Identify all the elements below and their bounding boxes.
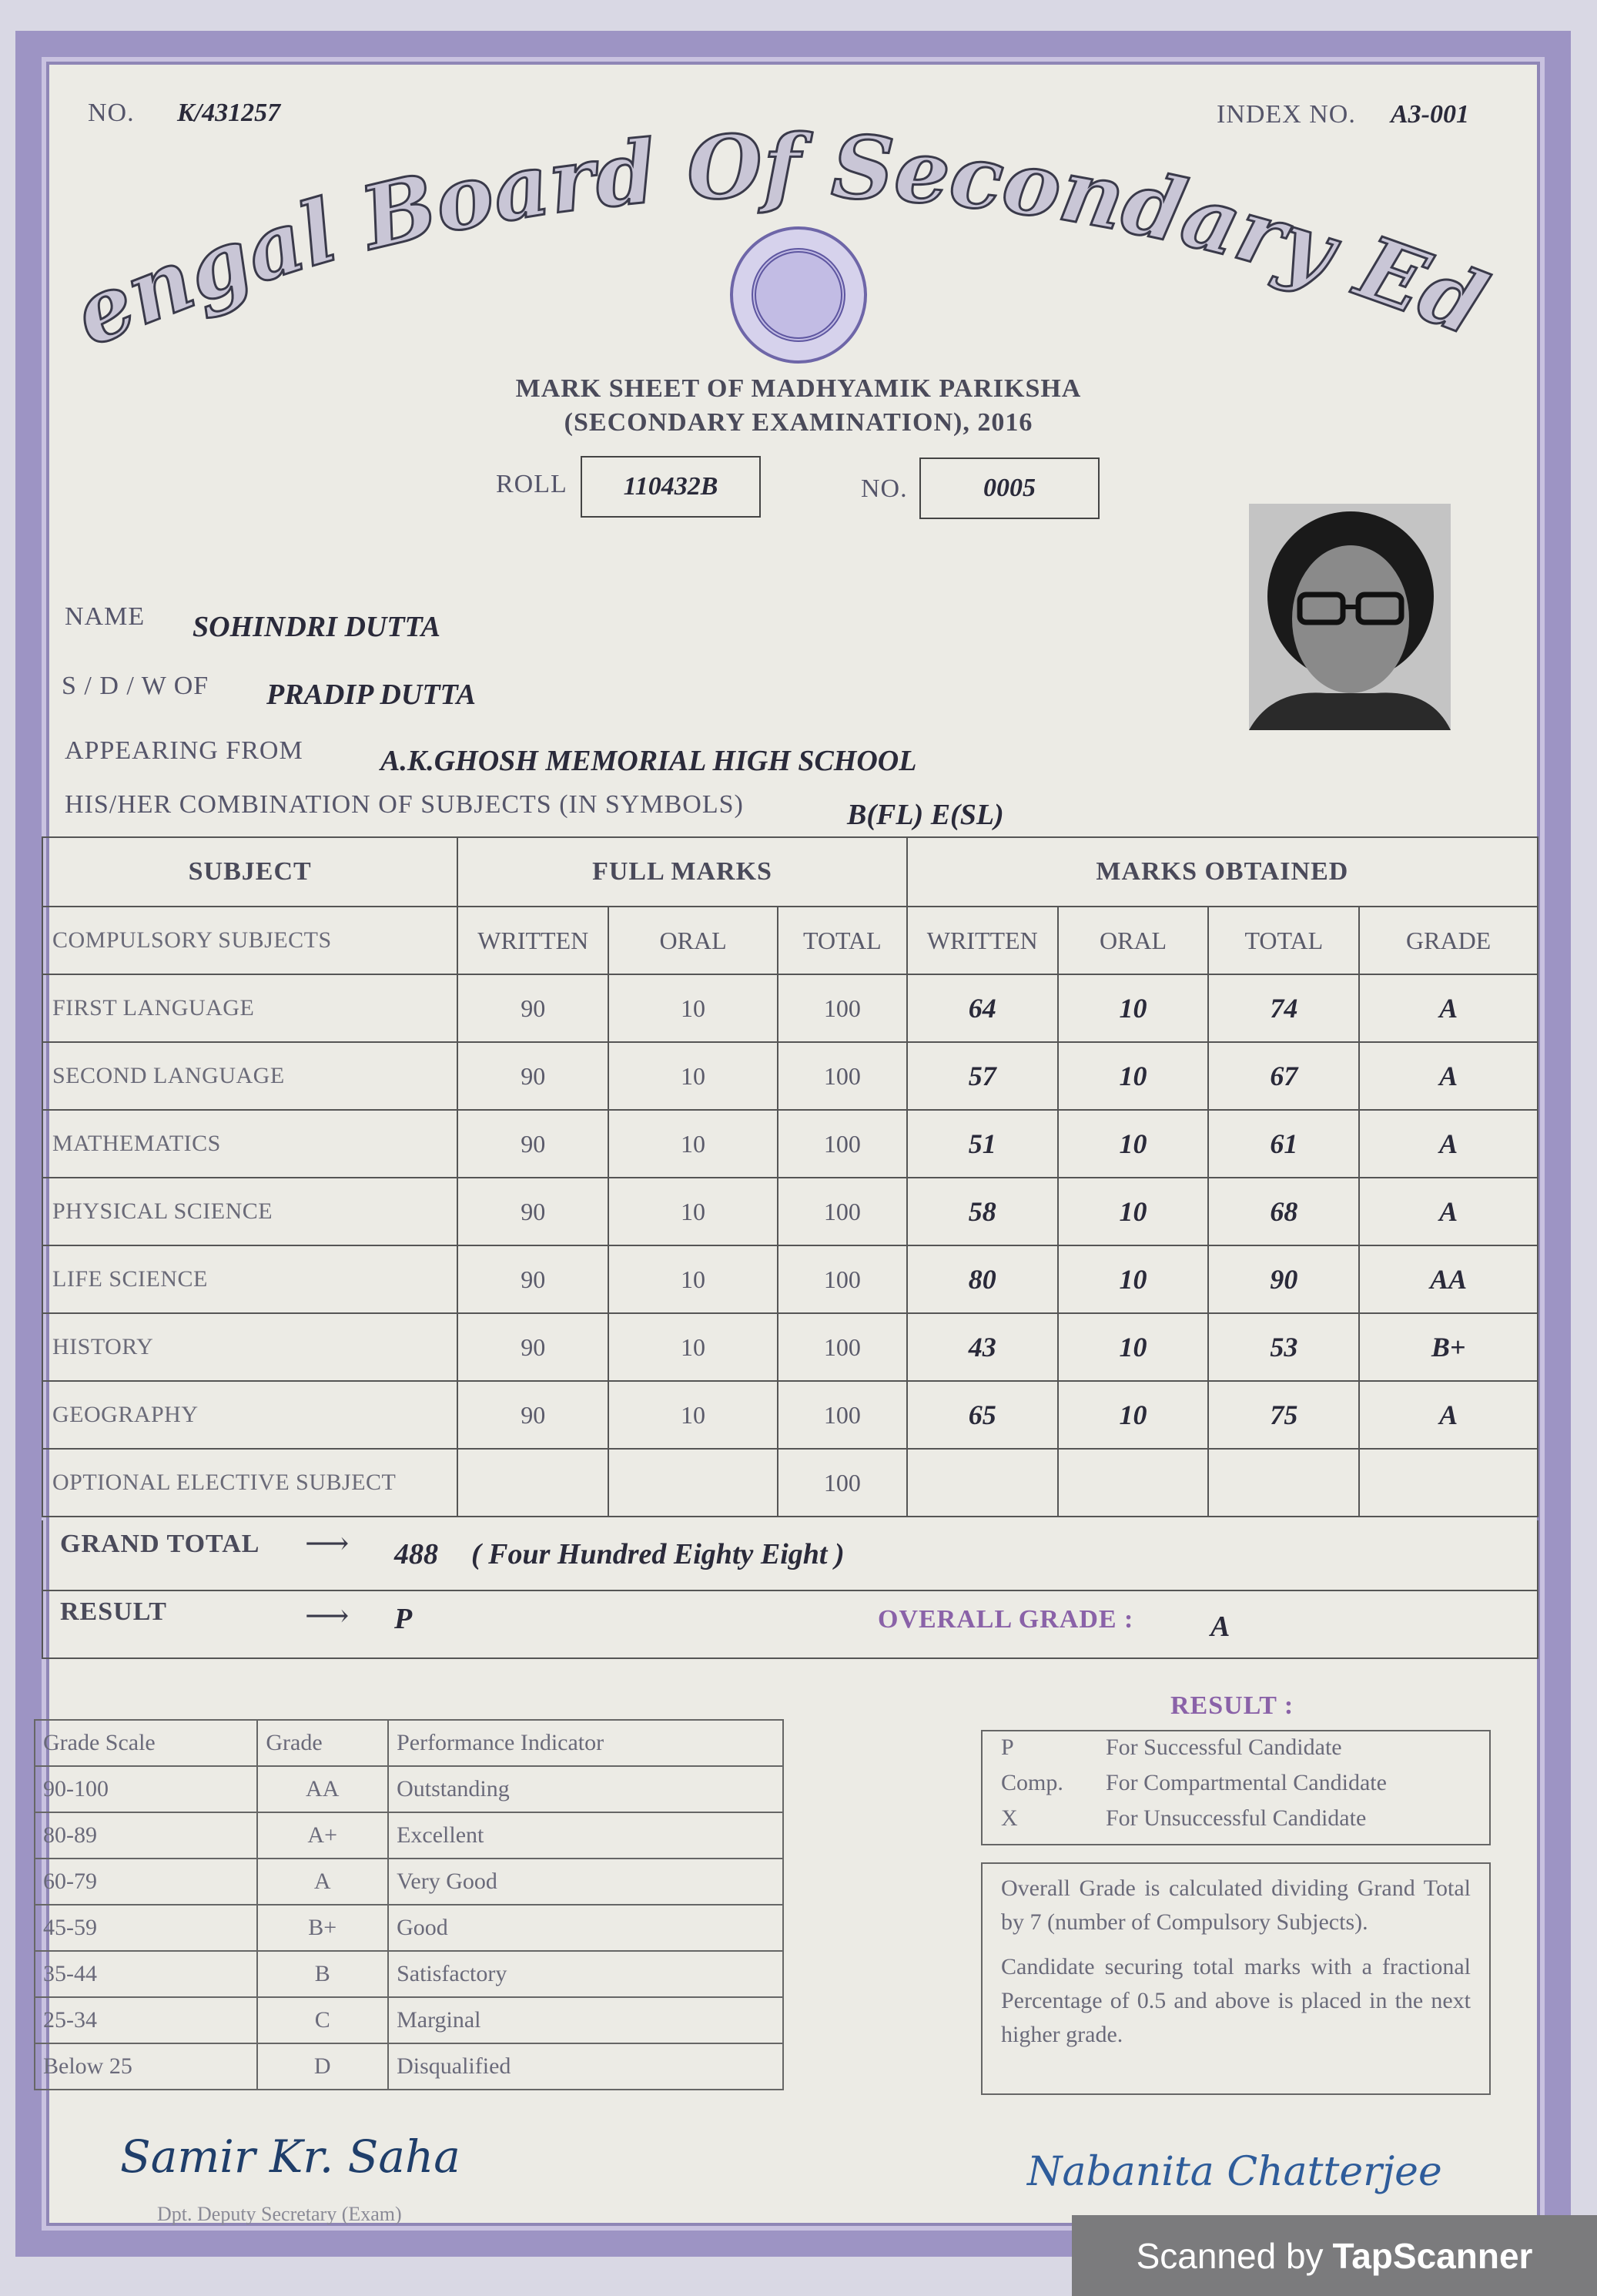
full-written: 90 (457, 1313, 608, 1381)
obtained-written: 65 (907, 1381, 1058, 1449)
table-row (35, 1859, 783, 1905)
candidate-photo (1249, 504, 1451, 730)
obtained-written: 64 (907, 974, 1058, 1042)
name-label: NAME (65, 602, 146, 631)
full-total: 100 (778, 1313, 907, 1381)
combination-value: B(FL) E(SL) (847, 799, 1004, 831)
table-row (42, 1178, 1538, 1245)
note-rounding: Candidate securing total marks with a fractional Percentage of 0.5 and above is placed in the next higher grade. (1001, 1954, 1471, 2047)
obtained-oral: 10 (1058, 1042, 1209, 1110)
obtained-total: 67 (1208, 1042, 1359, 1110)
compulsory-subjects-header: COMPULSORY SUBJECTS (42, 907, 457, 974)
legend-item (983, 1770, 1489, 1804)
legend-key: X (1001, 1805, 1018, 1831)
serial-no-value: K/431257 (177, 99, 281, 127)
obtained-total: 74 (1208, 974, 1359, 1042)
marks-obtained-header: MARKS OBTAINED (907, 837, 1538, 907)
scale-indicator: Marginal (388, 1997, 783, 2043)
full-oral: 10 (608, 1110, 778, 1178)
subject-name: FIRST LANGUAGE (42, 974, 457, 1042)
table-row (35, 1766, 783, 1812)
combination-label: HIS/HER COMBINATION OF SUBJECTS (IN SYMBOLS) (65, 790, 744, 819)
full-total: 100 (778, 1245, 907, 1313)
full-total: 100 (778, 1178, 907, 1245)
grade: B+ (1359, 1313, 1538, 1381)
full-marks-header: FULL MARKS (457, 837, 906, 907)
legend-key: P (1001, 1735, 1014, 1760)
grand-total-label: GRAND TOTAL (60, 1530, 260, 1558)
scale-range: 90-100 (35, 1766, 257, 1812)
full-written: 90 (457, 1178, 608, 1245)
table-row (42, 1381, 1538, 1449)
scale-indicator: Good (388, 1905, 783, 1951)
table-row (35, 1812, 783, 1859)
legend-value: For Unsuccessful Candidate (1106, 1805, 1367, 1831)
performance-header: Performance Indicator (388, 1720, 783, 1766)
obtained-oral-header: ORAL (1058, 907, 1209, 974)
scale-indicator: Disqualified (388, 2043, 783, 2090)
scale-grade: AA (257, 1766, 388, 1812)
index-no-label: INDEX NO. (1217, 100, 1356, 129)
table-subheader-row (42, 907, 1538, 974)
roll-label: ROLL (496, 470, 567, 498)
grand-total-value: 488 (394, 1538, 438, 1570)
grade (1359, 1449, 1538, 1517)
full-written: 90 (457, 1381, 608, 1449)
result-label: RESULT (60, 1597, 167, 1626)
scale-indicator: Outstanding (388, 1766, 783, 1812)
subject-name: GEOGRAPHY (42, 1381, 457, 1449)
obtained-written (907, 1449, 1058, 1517)
roll-no-label: NO. (861, 474, 908, 503)
board-name: engal Board Of Secondary Ed (59, 116, 1499, 367)
obtained-total (1208, 1449, 1359, 1517)
full-oral (608, 1449, 778, 1517)
subject-header: SUBJECT (42, 837, 457, 907)
obtained-total: 90 (1208, 1245, 1359, 1313)
table-row (42, 1245, 1538, 1313)
grand-total-words: ( Four Hundred Eighty Eight ) (471, 1538, 845, 1570)
table-row (42, 1313, 1538, 1381)
full-total: 100 (778, 1110, 907, 1178)
obtained-total: 53 (1208, 1313, 1359, 1381)
obtained-written: 57 (907, 1042, 1058, 1110)
grade-header: GRADE (1359, 907, 1538, 974)
full-written: 90 (457, 1245, 608, 1313)
result-value: P (394, 1603, 413, 1635)
full-oral: 10 (608, 1313, 778, 1381)
full-oral: 10 (608, 1381, 778, 1449)
full-total-header: TOTAL (778, 907, 907, 974)
result-legend-title: RESULT : (1170, 1691, 1294, 1720)
scale-range: 35-44 (35, 1951, 257, 1997)
legend-key: Comp. (1001, 1770, 1063, 1795)
table-row (42, 974, 1538, 1042)
full-total: 100 (778, 1449, 907, 1517)
candidate-name: SOHINDRI DUTTA (193, 611, 440, 643)
scanner-watermark (1072, 2215, 1597, 2296)
table-row (35, 2043, 783, 2090)
full-total: 100 (778, 974, 907, 1042)
scale-indicator: Excellent (388, 1812, 783, 1859)
left-signature-title: Dpt. Deputy Secretary (Exam) (157, 2203, 402, 2225)
school-label: APPEARING FROM (65, 736, 303, 765)
scale-range: 45-59 (35, 1905, 257, 1951)
full-written: 90 (457, 1042, 608, 1110)
grading-notes (981, 1862, 1491, 2095)
full-written: 90 (457, 1110, 608, 1178)
table-row (35, 1951, 783, 1997)
scale-grade: D (257, 2043, 388, 2090)
table-row (42, 1110, 1538, 1178)
exam-subtitle: (SECONDARY EXAMINATION), 2016 (564, 408, 1033, 437)
obtained-written-header: WRITTEN (907, 907, 1058, 974)
table-row (35, 1905, 783, 1951)
grand-total-arrow-icon: ⟶ (305, 1526, 350, 1560)
obtained-written: 51 (907, 1110, 1058, 1178)
grade-header: Grade (257, 1720, 388, 1766)
obtained-total: 61 (1208, 1110, 1359, 1178)
table-row (35, 1997, 783, 2043)
scale-grade: A (257, 1859, 388, 1905)
table-header-row (42, 837, 1538, 907)
grade: A (1359, 1381, 1538, 1449)
full-oral: 10 (608, 1178, 778, 1245)
full-total: 100 (778, 1042, 907, 1110)
full-oral: 10 (608, 1245, 778, 1313)
scale-range: 60-79 (35, 1859, 257, 1905)
subject-name: MATHEMATICS (42, 1110, 457, 1178)
full-oral: 10 (608, 1042, 778, 1110)
marks-table (42, 836, 1538, 1517)
obtained-oral: 10 (1058, 1245, 1209, 1313)
overall-grade-label: OVERALL GRADE : (878, 1605, 1134, 1634)
subject-name: OPTIONAL ELECTIVE SUBJECT (42, 1449, 457, 1517)
grade: AA (1359, 1245, 1538, 1313)
obtained-oral: 10 (1058, 1110, 1209, 1178)
table-row (42, 1042, 1538, 1110)
index-no-value: A3-001 (1391, 100, 1469, 129)
legend-item (983, 1805, 1489, 1839)
grade: A (1359, 1178, 1538, 1245)
scale-grade: C (257, 1997, 388, 2043)
grade: A (1359, 974, 1538, 1042)
school-name: A.K.GHOSH MEMORIAL HIGH SCHOOL (380, 745, 917, 777)
scale-range: 25-34 (35, 1997, 257, 2043)
full-total: 100 (778, 1381, 907, 1449)
scanner-prefix: Scanned by (1136, 2235, 1324, 2276)
full-written: 90 (457, 974, 608, 1042)
obtained-total: 68 (1208, 1178, 1359, 1245)
scale-grade: B+ (257, 1905, 388, 1951)
scale-grade: B (257, 1951, 388, 1997)
scale-grade: A+ (257, 1812, 388, 1859)
full-written (457, 1449, 608, 1517)
grade-scale-table (34, 1719, 784, 2090)
legend-value: For Successful Candidate (1106, 1735, 1342, 1760)
scanner-brand: TapScanner (1332, 2235, 1533, 2276)
parent-name: PRADIP DUTTA (266, 679, 476, 711)
scale-range: Below 25 (35, 2043, 257, 2090)
full-oral: 10 (608, 974, 778, 1042)
grade: A (1359, 1110, 1538, 1178)
roll-no-value: 0005 (919, 458, 1100, 519)
overall-grade-value: A (1210, 1611, 1230, 1643)
subject-name: HISTORY (42, 1313, 457, 1381)
full-written-header: WRITTEN (457, 907, 608, 974)
roll-value: 110432B (581, 456, 761, 518)
obtained-oral (1058, 1449, 1209, 1517)
grade: A (1359, 1042, 1538, 1110)
result-arrow-icon: ⟶ (305, 1598, 350, 1633)
table-header-row (35, 1720, 783, 1766)
board-seal (730, 226, 867, 364)
scale-indicator: Satisfactory (388, 1951, 783, 1997)
serial-no-label: NO. (88, 99, 135, 127)
right-signature: Nabanita Chatterjee (1027, 2149, 1442, 2195)
note-overall-grade: Overall Grade is calculated dividing Grand Total by 7 (number of Compulsory Subjects). (1001, 1875, 1471, 1935)
obtained-written: 80 (907, 1245, 1058, 1313)
obtained-written: 58 (907, 1178, 1058, 1245)
full-oral-header: ORAL (608, 907, 778, 974)
seal-emblem (752, 248, 845, 342)
grade-scale-header: Grade Scale (35, 1720, 257, 1766)
obtained-oral: 10 (1058, 1381, 1209, 1449)
scale-indicator: Very Good (388, 1859, 783, 1905)
exam-title: MARK SHEET OF MADHYAMIK PARIKSHA (515, 374, 1082, 403)
scale-range: 80-89 (35, 1812, 257, 1859)
subject-name: SECOND LANGUAGE (42, 1042, 457, 1110)
left-signature: Samir Kr. Saha (120, 2130, 460, 2183)
obtained-total-header: TOTAL (1208, 907, 1359, 974)
subject-name: PHYSICAL SCIENCE (42, 1178, 457, 1245)
obtained-total: 75 (1208, 1381, 1359, 1449)
result-legend-box (981, 1730, 1491, 1845)
summary-divider (43, 1590, 1537, 1591)
relation-label: S / D / W OF (62, 672, 209, 700)
obtained-oral: 10 (1058, 1313, 1209, 1381)
legend-value: For Compartmental Candidate (1106, 1770, 1387, 1795)
obtained-oral: 10 (1058, 1178, 1209, 1245)
obtained-oral: 10 (1058, 974, 1209, 1042)
table-row (42, 1449, 1538, 1517)
subject-name: LIFE SCIENCE (42, 1245, 457, 1313)
obtained-written: 43 (907, 1313, 1058, 1381)
legend-item (983, 1735, 1489, 1768)
